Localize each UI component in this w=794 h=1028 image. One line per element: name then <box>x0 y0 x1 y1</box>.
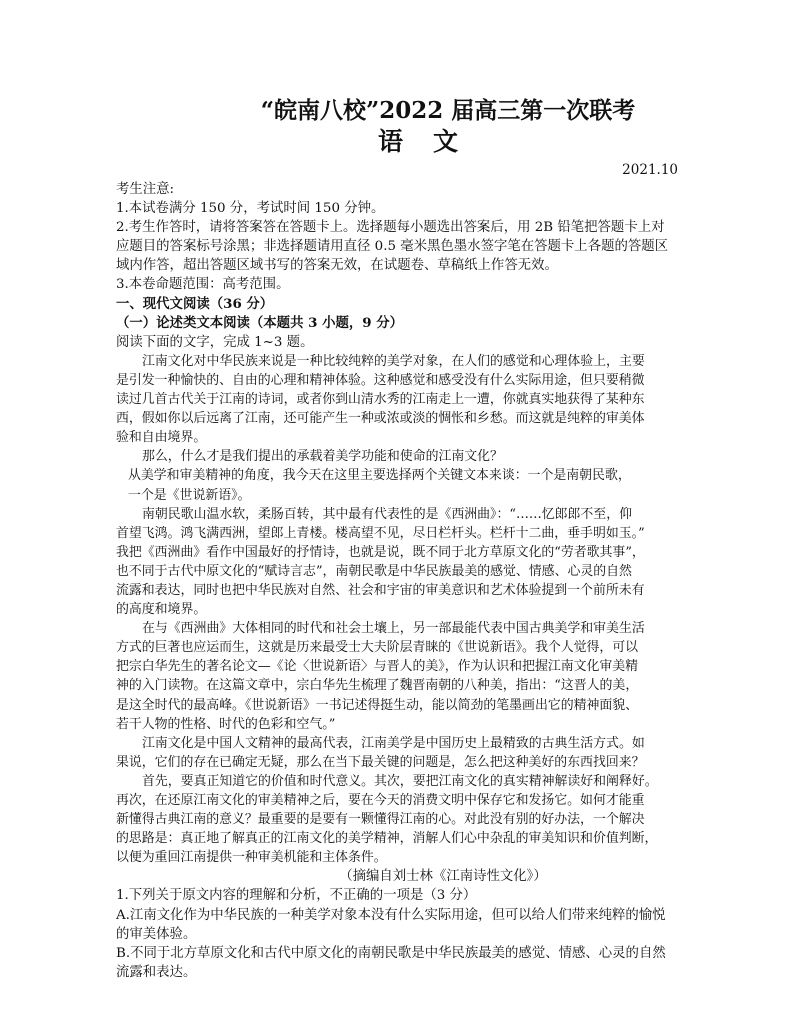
question-option-a: 的审美体验。 <box>116 926 197 942</box>
passage-line: 新懂得古典江南的意义？最重要的是要有一颗懂得江南的心。对此没有别的好办法，一个解决 <box>116 812 645 828</box>
passage-line: 在与《西洲曲》大体相同的时代和社会土壤上，另一部最能代表中国古典美学和审美生活 <box>142 621 645 637</box>
passage-line: 是这全时代的最高峰。《世说新语》一书记述得挺生动，能以简劲的笔墨画出它的精神面貌、 <box>116 697 639 713</box>
passage-line: 江南文化是中国人文精神的最高代表，江南美学是中国历史上最精致的古典生活方式。如 <box>142 735 645 751</box>
passage-line: 江南文化对中华民族来说是一种比较纯粹的美学对象，在人们的感觉和心理体验上，主要 <box>142 353 645 369</box>
passage-line: 南朝民歌山温水软，柔肠百转，其中最有代表性的是《西洲曲》：“……忆郎郎不至，仰 <box>142 506 632 522</box>
subject-title: 语文 <box>377 127 488 156</box>
exam-date: 2021.10 <box>622 162 678 178</box>
passage-line: 以便为重回江南提供一种审美机能和主体条件。 <box>116 850 387 866</box>
passage-line: 方式的巨著也应运而生，这就是历来最受士大夫阶层青睐的《世说新语》。我个人觉得，可以 <box>116 640 639 656</box>
question-option-a: A.江南文化作为中华民族的一种美学对象本没有什么实际用途，但可以给人们带来纯粹的愉悦 <box>116 907 666 923</box>
notice-item-3: 3.本卷命题范围：高考范围。 <box>116 277 290 293</box>
passage-line: 我把《西洲曲》看作中国最好的抒情诗，也就是说，既不同于北方草原文化的“劳者歌其事”， <box>116 544 645 560</box>
passage-line: 读过几首古代关于江南的诗词，或者你到山清水秀的江南走上一遭，你就真实地获得了某种东 <box>116 392 645 408</box>
question-stem: 1.下列关于原文内容的理解和分析，不正确的一项是（3 分） <box>116 888 477 904</box>
passage-line: 也不同于古代中原文化的“赋诗言志”，南朝民歌是中华民族最美的感觉、情感、心灵的自然 <box>116 563 632 579</box>
passage-line: 是引发一种愉快的、自由的心理和精神体验。这种感觉和感受没有什么实际用途，但只要稍微 <box>116 372 645 388</box>
passage-line: 的思路是：真正地了解真正的江南文化的美学精神，消解人们心中杂乱的审美知识和价值判断， <box>116 831 658 847</box>
passage-line: 流露和表达，同时也把中华民族对自然、社会和宇宙的审美意识和艺术体验提到一个前所未有 <box>116 582 645 598</box>
passage-line: 神的入门读物。在这篇文章中，宗白华先生梳理了魏晋南朝的八种美，指出：“这晋人的美， <box>116 678 639 694</box>
question-option-b: 流露和表达。 <box>116 964 197 980</box>
subsection-heading: （一）论述类文本阅读（本题共 3 小题，9 分） <box>116 314 404 331</box>
passage-line: 那么，什么才是我们提出的承载着美学功能和使命的江南文化？ <box>142 449 503 465</box>
passage-line: 果说，它们的存在已确定无疑，那么在当下最关键的问题是，怎么把这种美好的东西找回来？ <box>116 754 645 770</box>
question-option-b: B.不同于北方草原文化和古代中原文化的南朝民歌是中华民族最美的感觉、情感、心灵的自然 <box>116 945 666 961</box>
section-heading: 一、现代文阅读（36 分） <box>116 295 274 312</box>
notice-item-2-line: 域内作答，超出答题区域书写的答案无效，在试题卷、草稿纸上作答无效。 <box>116 258 558 274</box>
notice-heading: 考生注意: <box>116 182 175 197</box>
notice-item-2-line: 2.考生作答时，请将答案答在答题卡上。选择题每小题选出答案后，用 2B 铅笔把答题卡上对 <box>116 220 665 236</box>
passage-line: 首先，要真正知道它的价值和时代意义。其次，要把江南文化的真实精神解读好和阐释好。 <box>142 773 658 789</box>
notice-item-1: 1.本试卷满分 150 分，考试时间 150 分钟。 <box>116 201 385 217</box>
passage-line: 把宗白华先生的著名论文—《论〈世说新语〉与晋人的美》，作为认识和把握江南文化审美精 <box>116 659 639 675</box>
passage-line: 西，假如你以后远离了江南，还可能产生一种或浓或淡的惆怅和乡愁。而这就是纯粹的审美体 <box>116 411 645 427</box>
passage-line: 验和自由境界。 <box>116 430 207 446</box>
passage-line: 再次，在还原江南文化的审美精神之后，要在今天的消费文明中保存它和发扬它。如何才能重 <box>116 793 645 808</box>
passage-line: 若干人物的性格、时代的色彩和空气。” <box>116 716 336 732</box>
passage-source: （摘编自刘士林《江南诗性文化》） <box>339 869 547 885</box>
notice-item-2-line: 应题目的答案标号涂黑；非选择题请用直径 0.5 毫米黑色墨水签字笔在答题卡上各题的答题区 <box>116 239 669 255</box>
exam-title: “皖南八校”2022 届高三第一次联考 <box>260 97 636 124</box>
passage-line: 首望飞鸿。鸿飞满西洲，望郎上青楼。楼高望不见，尽日栏杆头。栏杆十二曲，垂手明如玉。” <box>116 525 645 541</box>
passage-line: 从美学和审美精神的角度，我今天在这里主要选择两个关键文本来谈：一个是南朝民歌， <box>128 468 631 484</box>
passage-line: 的高度和境界。 <box>116 602 207 618</box>
passage-line: 一个是《世说新语》。 <box>128 487 251 503</box>
reading-instruction: 阅读下面的文字，完成 1~3 题。 <box>116 334 314 350</box>
